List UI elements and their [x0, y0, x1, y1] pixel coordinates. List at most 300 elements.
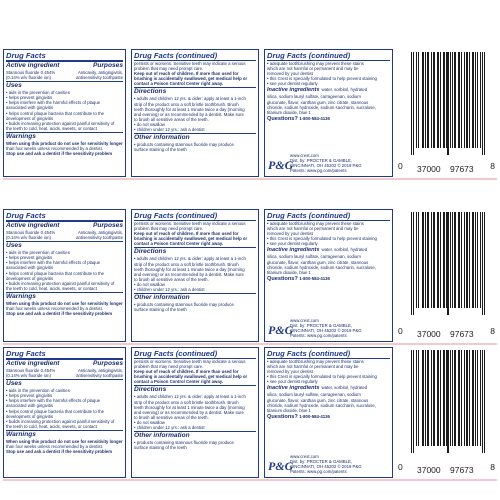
text-line: • helps control plaque bacteria that contribute to the [6, 110, 105, 116]
questions-label: Questions? [267, 413, 298, 420]
warning-continued-text [134, 61, 256, 86]
text-line: CINCINNATI, OH 45202 © 2019 P&G [290, 327, 362, 333]
text-line: which are not harmful or permanent and may be [267, 226, 359, 232]
barcode-digit-left: 0 [398, 161, 403, 171]
barcode-bar [461, 350, 462, 446]
text-line: development of gingivitis [6, 413, 54, 419]
barcode-bar [450, 52, 451, 148]
text-line: Keep out of reach of children. If more than used for [134, 71, 239, 77]
text-line: • adults and children 12 yrs. & older: apply at least a 1-inch [134, 256, 246, 262]
text-line: titanium dioxide, blue 1 [267, 269, 311, 275]
ingredient-name: Stannous fluoride 0.454% [6, 368, 56, 373]
barcode-bar [480, 212, 481, 308]
text-line: Dist. by: PROCTER & GAMBLE, [290, 157, 353, 163]
text-line: associated with gingivitis [6, 105, 54, 111]
barcode-bar [448, 350, 449, 453]
text-line: contact a Poison Control Center right away. [134, 81, 223, 87]
barcode-bar [450, 350, 451, 446]
directions-list [134, 256, 256, 292]
strip-edge [3, 479, 497, 481]
text-line: Dist. by: PROCTER & GAMBLE, [290, 458, 353, 464]
barcode-bar [475, 212, 476, 308]
text-line: and evening) or as recommended by a dentist. Make sure [134, 111, 244, 117]
text-line: • helps prevent gingivitis [6, 95, 53, 101]
text-line: • aids in the prevention of cavities [6, 90, 70, 96]
text-line: removed by your dentist [267, 231, 313, 237]
barcode-bar [482, 350, 483, 453]
barcode-bar [434, 350, 435, 446]
text-line: gluconate, flavor, xanthan gum, zinc citrate, stannous [267, 259, 369, 265]
directions-list [134, 96, 256, 132]
text-line: • children under 12 yrs.: ask a dentist [134, 127, 205, 133]
barcode-group-left: 37000 [417, 329, 441, 339]
barcode-bar [418, 52, 419, 148]
text-line: • helps interfere with the harmful effects of plaque [6, 100, 101, 106]
warnings-list [6, 301, 123, 316]
barcode-bar [452, 212, 453, 308]
text-line: persists or worsens. Sensitive teeth may indicate a serious [134, 61, 246, 66]
text-line: • products containing stannous fluoride may produce [134, 302, 234, 308]
barcode-bar [423, 52, 424, 148]
text-line: surface staining of the teeth [134, 147, 187, 153]
text-line: persists or worsens. Sensitive teeth may indicate a serious [134, 221, 246, 226]
ingredient-purpose: Anticavity, antigingivitis, [77, 368, 123, 373]
other-information-label: Other information [134, 293, 256, 302]
text-line: Stop use and ask a dentist if the sensitivity problem [6, 449, 113, 455]
ingredient-purpose-2: antisensitivity toothpaste [76, 373, 123, 379]
barcode [395, 347, 497, 478]
text-line: gluconate, flavor, xanthan gum, zinc citrate, stannous [267, 397, 369, 403]
text-line: than four weeks unless recommended by a dentist. [6, 146, 103, 152]
text-line: • see your dentist regularly [267, 241, 318, 247]
ingredient-purpose-2: antisensitivity toothpaste [76, 235, 123, 241]
text-line: development of gingivitis [6, 275, 54, 281]
text-line: • products containing stannous fluoride may produce [134, 440, 234, 446]
text-line: strip of the product onto a soft bristle toothbrush. Brush [134, 399, 239, 405]
text-line: When using this product do not use for sensitivity longer [6, 300, 123, 306]
text-line: to brush all sensitive areas of the teeth. [134, 116, 209, 122]
text-line: chloride, sodium hydroxide, sodium saccharin, sucralose, [267, 104, 376, 110]
barcode-bar [411, 350, 412, 453]
inactive-ingredients-label: Inactive ingredients [267, 247, 320, 254]
text-line: • helps prevent gingivitis [6, 255, 53, 261]
drug-facts-continued-panel-2 [264, 49, 393, 177]
text-line: • helps control plaque bacteria that contribute to the [6, 408, 105, 414]
directions-label: Directions [134, 87, 256, 96]
text-line: titanium dioxide, blue 1 [267, 109, 311, 115]
strip-edge [3, 178, 497, 180]
drug-facts-continued-panel [131, 347, 259, 478]
drug-facts-title: Drug Facts [6, 211, 123, 222]
barcode-bar [461, 52, 462, 148]
text-line: the teeth to cold, heat, acids, sweets, or contact [6, 423, 97, 429]
barcode-bar [484, 52, 485, 155]
purposes-label: Purposes [92, 222, 123, 229]
uses-label: Uses [6, 379, 123, 388]
barcode-bar [431, 212, 432, 308]
questions-label: Questions? [267, 275, 298, 282]
text-line: Stop use and ask a dentist if the sensitivity problem [6, 311, 113, 317]
text-line: teeth thoroughly for at least 1 minute twice a day (morning [134, 404, 245, 410]
text-line: • products containing stannous fluoride may produce [134, 142, 234, 148]
staining-notes [267, 359, 390, 384]
text-line: • do not swallow [134, 121, 165, 127]
inactive-ingredients-first: water, sorbitol, hydrated [321, 87, 368, 93]
phone-number: 1-800-584-4136 [299, 275, 330, 281]
drug-facts-continued-panel-2 [264, 347, 393, 478]
barcode-bar [416, 52, 417, 148]
text-line: • do not swallow [134, 419, 165, 425]
barcode-bar [444, 350, 445, 446]
staining-notes [267, 221, 390, 246]
text-line: associated with gingivitis [6, 265, 54, 271]
text-line: • helps prevent gingivitis [6, 393, 53, 399]
text-line: • aids in the prevention of cavities [6, 388, 70, 394]
packaging-strip-3 [3, 347, 497, 478]
barcode-bars [411, 52, 485, 148]
barcode-bar [459, 52, 460, 148]
website: www.crest.com [290, 453, 319, 459]
text-line: Keep out of reach of children. If more than used for [134, 369, 239, 375]
barcode-bars [411, 350, 485, 446]
inactive-ingredients-first: water, sorbitol, hydrated [321, 385, 368, 391]
drug-facts-title: Drug Facts [6, 51, 123, 62]
distributor-address [290, 318, 362, 338]
text-line: Keep out of reach of children. If more than used for [134, 231, 239, 237]
barcode-bar [452, 350, 453, 446]
directions-list [134, 394, 256, 430]
barcode-digit-left: 0 [398, 462, 403, 472]
text-line: • builds increasing protection against painful sensitivity of [6, 280, 115, 286]
website: www.crest.com [290, 317, 319, 323]
uses-list [6, 250, 123, 291]
barcode-bar [484, 350, 485, 453]
barcode-bar [480, 52, 481, 148]
barcode-bar [444, 52, 445, 148]
text-line: • do not swallow [134, 281, 165, 287]
barcode-bar [477, 350, 478, 446]
text-line: CINCINNATI, OH 45202 © 2019 P&G [290, 463, 362, 469]
drug-facts-panel [3, 49, 126, 177]
text-line: to brush all sensitive areas of the teeth. [134, 414, 209, 420]
barcode-bar [438, 52, 439, 148]
drug-facts-continued-title-2: Drug Facts (continued) [267, 349, 390, 359]
other-information-label: Other information [134, 431, 256, 440]
ingredient-purpose: Anticavity, antigingivitis, [77, 70, 123, 75]
uses-list [6, 90, 123, 131]
barcode-digit-right: 8 [490, 462, 495, 472]
barcode-bar [425, 350, 426, 446]
purposes-label: Purposes [92, 360, 123, 367]
packaging-strip-1 [3, 49, 497, 177]
directions-label: Directions [134, 385, 256, 394]
questions-label: Questions? [267, 115, 298, 122]
directions-label: Directions [134, 247, 256, 256]
active-ingredient-label: Active ingredient [6, 62, 60, 69]
pg-logo: P&G [268, 459, 294, 473]
barcode-bar [448, 52, 449, 155]
text-line: • adequate toothbrushing may prevent these stains [267, 61, 364, 66]
barcode-bar [413, 350, 414, 453]
text-line: • adequate toothbrushing may prevent these stains [267, 221, 364, 226]
barcode-bar [469, 52, 470, 148]
strip-edge [3, 343, 497, 345]
text-line: • adults and children 12 yrs. & older: apply at least a 1-inch [134, 96, 246, 102]
barcode-bar [473, 52, 474, 148]
drug-facts-continued-panel-2 [264, 209, 393, 342]
text-line: associated with gingivitis [6, 403, 54, 409]
barcode-bar [437, 212, 438, 308]
text-line: and evening) or as recommended by a dentist. Make sure [134, 409, 244, 415]
barcode-bar [418, 212, 419, 308]
text-line: surface staining of the teeth [134, 307, 187, 313]
barcode-bar [484, 212, 485, 315]
drug-facts-panel [3, 347, 126, 478]
barcode-bar [467, 212, 468, 308]
text-line: When using this product do not use for sensitivity longer [6, 140, 123, 146]
barcode-bar [428, 350, 429, 446]
text-line: brushing is accidentally swallowed, get medical help or [134, 76, 248, 82]
barcode-bar [434, 52, 435, 148]
barcode-bar [434, 212, 435, 308]
barcode-bar [482, 212, 483, 315]
barcode-bar [438, 350, 439, 446]
active-ingredient-label: Active ingredient [6, 360, 60, 367]
warning-continued-text [134, 221, 256, 246]
barcode-bar [411, 52, 412, 155]
ingredient-name: Stannous fluoride 0.454% [6, 70, 56, 75]
barcode-bar [464, 212, 465, 308]
text-line: • this Crest is specially formulated to help prevent staining [267, 76, 377, 82]
barcode-bar [416, 350, 417, 446]
barcode-bar [455, 52, 456, 148]
text-line: persists or worsens. Sensitive teeth may indicate a serious [134, 359, 246, 364]
phone-number: 1-800-584-4136 [299, 413, 330, 419]
text-line: contact a Poison Control Center right away. [134, 241, 223, 247]
warning-continued-text [134, 359, 256, 384]
other-information-label: Other information [134, 133, 256, 142]
barcode-digit-left: 0 [398, 326, 403, 336]
text-line: silica, sodium lauryl sulfate, carrageenan, sodium [267, 94, 361, 100]
barcode-bar [437, 350, 438, 446]
barcode-bar [473, 350, 474, 446]
barcode-bar [413, 212, 414, 315]
barcode-bar [423, 350, 424, 446]
ingredient-detail: (0.14% w/v fluoride ion) [6, 373, 51, 379]
barcode-bar [469, 350, 470, 446]
warnings-list [6, 141, 123, 156]
text-line: chloride, sodium hydroxide, sodium saccharin, sucralose, [267, 264, 376, 270]
barcode-bar [440, 212, 441, 308]
text-line: strip of the product onto a soft bristle toothbrush. Brush [134, 101, 239, 107]
text-line: • helps interfere with the harmful effects of plaque [6, 260, 101, 266]
text-line: • adults and children 12 yrs. & older: apply at least a 1-inch [134, 394, 246, 400]
text-line: problem that may need prompt care. [134, 226, 204, 232]
text-line: CINCINNATI, OH 45202 © 2019 P&G [290, 162, 362, 168]
pg-logo: P&G [268, 158, 294, 172]
barcode-group-left: 37000 [417, 465, 441, 475]
barcode-bar [459, 350, 460, 446]
barcode-bar [450, 212, 451, 308]
text-line: When using this product do not use for sensitivity longer [6, 438, 123, 444]
barcode-bar [477, 52, 478, 148]
barcode-digit-right: 8 [490, 326, 495, 336]
barcode-bar [428, 52, 429, 148]
barcode-bar [475, 350, 476, 446]
other-information-list [134, 302, 256, 312]
barcode-bar [452, 52, 453, 148]
barcode-bar [469, 212, 470, 308]
barcode-bar [431, 350, 432, 446]
text-line: titanium dioxide, blue 1 [267, 407, 311, 413]
barcode-bar [440, 350, 441, 446]
text-line: than four weeks unless recommended by a dentist. [6, 306, 103, 312]
drug-facts-title: Drug Facts [6, 349, 123, 360]
text-line: • children under 12 yrs.: ask a dentist [134, 287, 205, 293]
inactive-ingredients-label: Inactive ingredients [267, 87, 320, 94]
warnings-label: Warnings [6, 430, 123, 439]
text-line: which are not harmful or permanent and may be [267, 364, 359, 370]
text-line: silica, sodium lauryl sulfate, carrageenan, sodium [267, 392, 361, 398]
text-line: • children under 12 yrs.: ask a dentist [134, 425, 205, 431]
website: www.crest.com [290, 152, 319, 158]
text-line: • see your dentist regularly [267, 379, 318, 385]
barcode-digit-right: 8 [490, 161, 495, 171]
barcode-bar [461, 212, 462, 308]
barcode-bar [437, 52, 438, 148]
text-line: • aids in the prevention of cavities [6, 250, 70, 256]
inactive-ingredients-first: water, sorbitol, hydrated [321, 247, 368, 253]
text-line: teeth thoroughly for at least 1 minute twice a day (morning [134, 106, 245, 112]
text-line: • builds increasing protection against painful sensitivity of [6, 120, 115, 126]
barcode-bar [438, 212, 439, 308]
text-line: silica, sodium lauryl sulfate, carrageenan, sodium [267, 254, 361, 260]
text-line: contact a Poison Control Center right away. [134, 379, 223, 385]
barcode [395, 49, 497, 177]
text-line: • adequate toothbrushing may prevent these stains [267, 359, 364, 364]
warnings-label: Warnings [6, 292, 123, 301]
text-line: the teeth to cold, heat, acids, sweets, or contact [6, 125, 97, 131]
ingredient-name: Stannous fluoride 0.454% [6, 230, 56, 235]
barcode-bars [411, 212, 485, 308]
uses-label: Uses [6, 241, 123, 250]
text-line: removed by your dentist [267, 369, 313, 375]
pg-logo: P&G [268, 323, 294, 337]
other-information-list [134, 142, 256, 152]
barcode-bar [482, 52, 483, 155]
ingredient-detail: (0.14% w/v fluoride ion) [6, 235, 51, 241]
text-line: Patents: www.pg.com/patents [290, 332, 347, 338]
drug-facts-continued-title-2: Drug Facts (continued) [267, 211, 390, 221]
distributor-address [290, 153, 362, 173]
text-line: and evening) or as recommended by a dentist. Make sure [134, 271, 244, 277]
barcode-bar [455, 212, 456, 308]
barcode-bar [467, 52, 468, 148]
text-line: brushing is accidentally swallowed, get medical help or [134, 236, 248, 242]
text-line: gluconate, flavor, xanthan gum, zinc citrate, stannous [267, 99, 369, 105]
warnings-list [6, 439, 123, 454]
purposes-label: Purposes [92, 62, 123, 69]
barcode-bar [425, 52, 426, 148]
text-line: Stop use and ask a dentist if the sensitivity problem [6, 151, 113, 157]
phone-number: 1-800-584-4136 [299, 115, 330, 121]
text-line: strip of the product onto a soft bristle toothbrush. Brush [134, 261, 239, 267]
text-line: which are not harmful or permanent and may be [267, 66, 359, 72]
active-ingredient-label: Active ingredient [6, 222, 60, 229]
text-line: brushing is accidentally swallowed, get medical help or [134, 374, 248, 380]
barcode-bar [459, 212, 460, 308]
text-line: removed by your dentist [267, 71, 313, 77]
text-line: • builds increasing protection against painful sensitivity of [6, 418, 115, 424]
drug-facts-continued-title: Drug Facts (continued) [134, 349, 256, 359]
barcode-bar [448, 212, 449, 315]
inactive-ingredients-label: Inactive ingredients [267, 385, 320, 392]
text-line: • this Crest is specially formulated to help prevent staining [267, 236, 377, 242]
barcode-bar [418, 350, 419, 446]
text-line: to brush all sensitive areas of the teeth. [134, 276, 209, 282]
barcode-bar [444, 212, 445, 308]
barcode-bar [455, 350, 456, 446]
drug-facts-continued-title: Drug Facts (continued) [134, 211, 256, 221]
inactive-ingredients-text [267, 246, 390, 274]
barcode-bar [475, 52, 476, 148]
text-line: than four weeks unless recommended by a dentist. [6, 444, 103, 450]
text-line: teeth thoroughly for at least 1 minute twice a day (morning [134, 266, 245, 272]
barcode-bar [480, 350, 481, 446]
drug-facts-continued-panel [131, 209, 259, 342]
barcode-bar [423, 212, 424, 308]
barcode-group-left: 37000 [417, 164, 441, 174]
text-line: • see your dentist regularly [267, 81, 318, 87]
text-line: Patents: www.pg.com/patents [290, 468, 347, 474]
text-line: surface staining of the teeth [134, 445, 187, 451]
distributor-address [290, 454, 362, 474]
warnings-label: Warnings [6, 132, 123, 141]
barcode-bar [431, 52, 432, 148]
packaging-strip-2 [3, 209, 497, 342]
text-line: • helps interfere with the harmful effects of plaque [6, 398, 101, 404]
drug-facts-continued-panel [131, 49, 259, 177]
barcode-group-right: 97673 [450, 465, 474, 475]
drug-facts-continued-title: Drug Facts (continued) [134, 51, 256, 61]
staining-notes [267, 61, 390, 86]
ingredient-purpose-2: antisensitivity toothpaste [76, 75, 123, 81]
other-information-list [134, 440, 256, 450]
barcode-bar [440, 52, 441, 148]
barcode-bar [413, 52, 414, 155]
drug-facts-panel [3, 209, 126, 342]
text-line: development of gingivitis [6, 115, 54, 121]
barcode-group-right: 97673 [450, 164, 474, 174]
barcode-bar [425, 212, 426, 308]
text-line: • this Crest is specially formulated to help prevent staining [267, 374, 377, 380]
ingredient-detail: (0.14% w/v fluoride ion) [6, 75, 51, 81]
barcode-group-right: 97673 [450, 329, 474, 339]
barcode-bar [428, 212, 429, 308]
barcode-bar [416, 212, 417, 308]
text-line: chloride, sodium hydroxide, sodium saccharin, sucralose, [267, 402, 376, 408]
barcode-bar [411, 212, 412, 315]
text-line: problem that may need prompt care. [134, 66, 204, 72]
drug-facts-continued-title-2: Drug Facts (continued) [267, 51, 390, 61]
uses-label: Uses [6, 81, 123, 90]
barcode-bar [467, 350, 468, 446]
barcode [395, 209, 497, 342]
inactive-ingredients-text [267, 86, 390, 114]
text-line: • helps control plaque bacteria that contribute to the [6, 270, 105, 276]
barcode-bar [464, 52, 465, 148]
text-line: the teeth to cold, heat, acids, sweets, or contact [6, 285, 97, 291]
